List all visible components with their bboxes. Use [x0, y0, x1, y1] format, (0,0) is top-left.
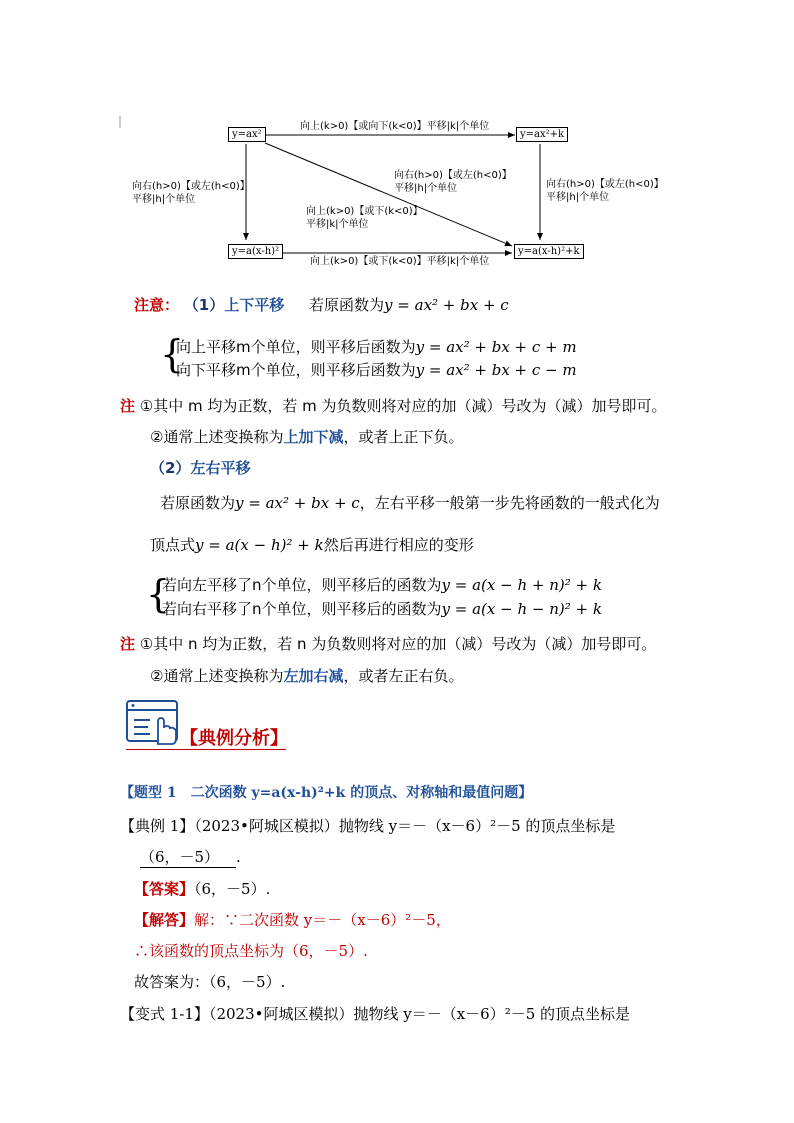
note2-line1-formula: y = a(x − h + n)² + k — [441, 576, 602, 594]
note2-zhu2-b: 左加右减 — [283, 667, 344, 685]
note2-header — [150, 457, 250, 478]
note2-zhu1-text: ①其中 n 均为正数，若 n 为负数则将对应的加（减）号改为（减）加号即可。 — [139, 635, 657, 653]
note2-brace: { — [146, 572, 171, 616]
note2-zhu1 — [120, 633, 656, 654]
note1-zhu2-a: ②通常上述变换称为 — [150, 428, 284, 446]
note1-line1-formula: y = ax² + bx + c + m — [415, 338, 577, 356]
section-title: 【典例分析】 — [180, 728, 288, 749]
example1-answer-fill: （6，－5） — [140, 846, 236, 868]
example1-answer — [134, 878, 270, 899]
variant1-question — [120, 1003, 630, 1024]
example1-tag: 【典例 1】 — [120, 817, 195, 835]
example-analysis-icon — [124, 698, 182, 746]
example1-solution-line2: ∴该函数的顶点坐标为（6，－5）. — [134, 942, 368, 960]
note1-lead: 若原函数为 — [309, 296, 385, 314]
label-diag-b1: 向上(k>0)【或下(k<0)】 — [306, 206, 423, 217]
note1-line1-text: 向上平移m个单位，则平移后函数为 — [176, 338, 416, 356]
note2-line2-formula: y = a(x − h − n)² + k — [441, 600, 602, 618]
zhu-label: 注 — [120, 635, 136, 653]
example1-question — [120, 815, 615, 836]
label-right-2: 平移|h|个单位 — [546, 192, 610, 203]
note2-zhu2-c: ，或者左正右负。 — [343, 667, 464, 685]
box-bottom-left: y=a(x-h)² — [228, 244, 283, 259]
label-bottom: 向上(k>0)【或下(k<0)】平移|k|个单位 — [310, 256, 490, 267]
solution-tag: 【解答】 — [134, 911, 195, 929]
section-divider — [126, 749, 286, 750]
example1-solution-line3: 故答案为：（6，－5）. — [134, 973, 286, 991]
note2-zhu2-a: ②通常上述变换称为 — [150, 667, 284, 685]
note2-para1-b: ，左右平移一般第一步先将函数的一般式化为 — [359, 494, 660, 512]
label-diag-a2: 平移|h|个单位 — [394, 183, 458, 194]
note2-line2 — [162, 598, 602, 619]
note2-para2-formula: y = a(x − h)² + k — [195, 536, 324, 554]
label-diag-b2: 平移|k|个单位 — [306, 219, 369, 230]
box-top-left: y=ax² — [228, 127, 266, 142]
topic-title: 【题型 1 二次函数 y=a(x-h)²+k 的顶点、对称轴和最值问题】 — [120, 785, 533, 801]
label-left-1: 向右(h>0)【或左(h<0)】 — [132, 181, 250, 192]
note2-num: （2） — [150, 459, 191, 477]
note2-zhu2 — [150, 665, 463, 686]
note1-line1 — [176, 336, 577, 357]
note2-para2 — [150, 534, 474, 555]
variant1-tag: 【变式 1-1】 — [120, 1005, 209, 1023]
example1-text: （2023•阿城区模拟）抛物线 y＝－（x－6）²－5 的顶点坐标是 — [194, 817, 616, 835]
note1-title: 上下平移 — [224, 296, 285, 314]
variant1-text: （2023•阿城区模拟）抛物线 y＝－（x－6）²－5 的顶点坐标是 — [208, 1005, 631, 1023]
note2-para1 — [160, 492, 660, 513]
box-top-right: y=ax²+k — [516, 127, 568, 142]
note1-zhu1-text: ①其中 m 均为正数，若 m 为负数则将对应的加（减）号改为（减）加号即可。 — [139, 397, 667, 415]
note1-line2 — [176, 359, 577, 380]
answer-tag: 【答案】 — [134, 880, 195, 898]
note2-title: 左右平移 — [190, 459, 251, 477]
zhu-label: 注 — [120, 397, 136, 415]
example1-solution — [134, 909, 451, 930]
label-top: 向上(k>0)【或向下(k<0)】平移|k|个单位 — [300, 121, 490, 132]
note2-line1 — [162, 574, 602, 595]
note1-formula: y = ax² + bx + c — [384, 296, 509, 314]
note-label: 注意： — [134, 296, 180, 314]
note1-num: （1） — [183, 296, 225, 314]
box-bottom-right: y=a(x-h)²+k — [514, 244, 584, 259]
note2-para1-formula: y = ax² + bx + c — [235, 494, 360, 512]
answer-text: （6，－5）. — [194, 880, 271, 898]
label-left-2: 平移|h|个单位 — [132, 194, 196, 205]
note1-brace: { — [160, 332, 185, 376]
note1-zhu2 — [150, 426, 463, 447]
solution-text: 解：∵二次函数 y＝－（x－6）²－5， — [194, 911, 451, 929]
note1-zhu2-c: ，或者上正下负。 — [343, 428, 464, 446]
note1-zhu2-b: 上加下减 — [283, 428, 344, 446]
note1-line2-formula: y = ax² + bx + c − m — [415, 361, 577, 379]
note1-zhu1 — [120, 395, 667, 416]
diagram-arrows — [0, 0, 794, 280]
label-diag-a1: 向右(h>0)【或左(h<0)】 — [394, 170, 512, 181]
note2-para2-a: 顶点式 — [150, 536, 196, 554]
label-right-1: 向右(h>0)【或左(h<0)】 — [546, 179, 664, 190]
note2-para1-a: 若原函数为 — [160, 494, 236, 512]
note1-line2-text: 向下平移m个单位，则平移后函数为 — [176, 361, 416, 379]
note1-header — [134, 294, 509, 315]
note2-para2-b: 然后再进行相应的变形 — [323, 536, 474, 554]
note2-line2-text: 若向右平移了n个单位，则平移后的函数为 — [162, 600, 442, 618]
example1-answer-blank — [140, 846, 241, 868]
note2-line1-text: 若向左平移了n个单位，则平移后的函数为 — [162, 576, 442, 594]
example1-period: . — [236, 848, 241, 866]
